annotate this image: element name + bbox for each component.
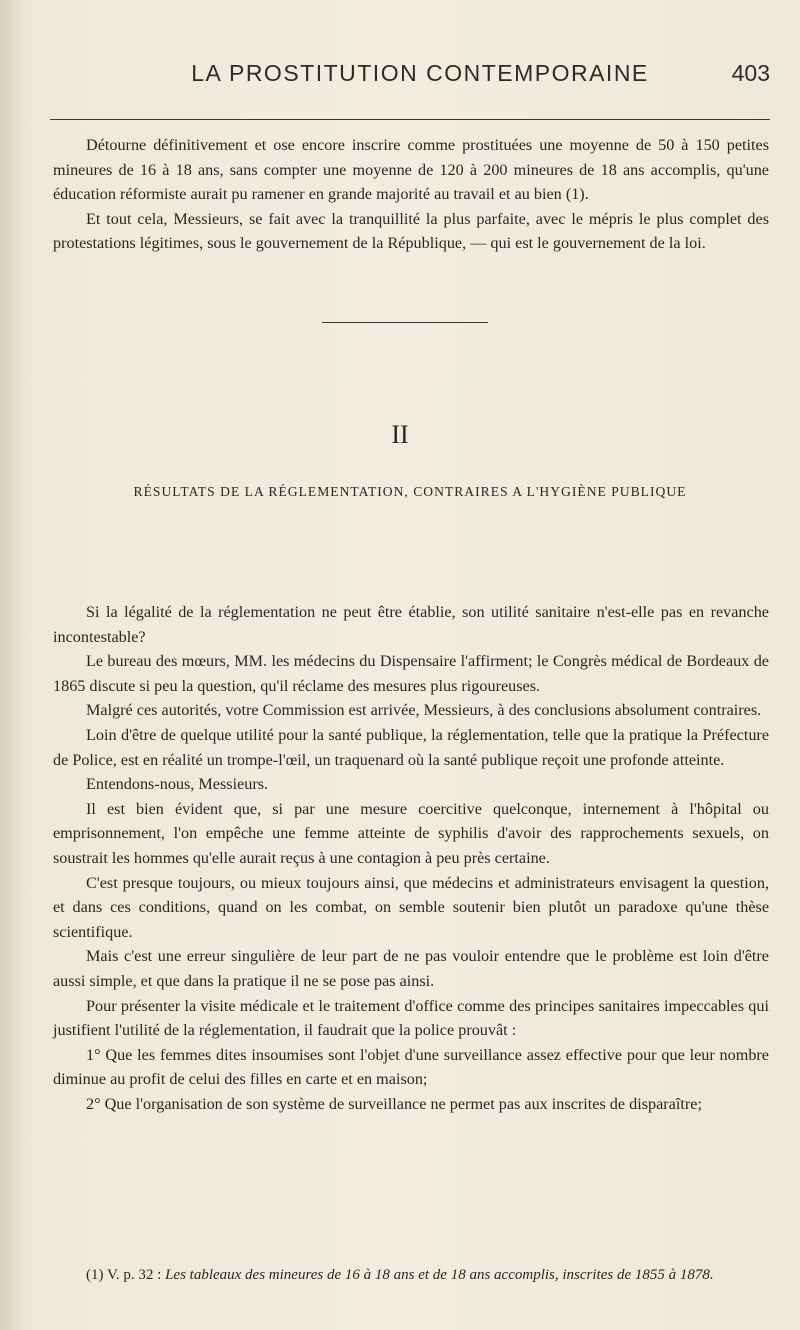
paragraph: Et tout cela, Messieurs, se fait avec la tranquillité la plus parfaite, avec le mépris le plus complet des protestations légitimes, sous le gouvernement de la République, — qui est le gouvernement de la loi. <box>53 209 769 253</box>
paragraph: 1° Que les femmes dites insoumises sont l'objet d'une surveillance assez effective pour que leur nombre diminue au profit de celui des filles en carte et en maison; <box>53 1045 769 1089</box>
page-number: 403 <box>731 60 770 86</box>
paragraph: C'est presque toujours, ou mieux toujours ainsi, que médecins et administrateurs envisagent la question, et dans ces conditions, quand on les combat, on semble soutenir bien plutôt un paradoxe qu'une thèse scientifique. <box>53 873 769 941</box>
paragraph: Malgré ces autorités, votre Commission est arrivée, Messieurs, à des conclusions absolument contraires. <box>86 701 762 720</box>
footnote-marker: (1) <box>86 1267 104 1283</box>
footnote <box>53 1266 769 1285</box>
text-block-main <box>53 600 769 1116</box>
paragraph: Le bureau des mœurs, MM. les médecins du Dispensaire l'affirment; le Congrès médical de Bordeaux de 1865 discute si peu la question, qu'il réclame des mesures plus rigoureuses. <box>53 652 769 695</box>
section-divider <box>322 322 488 323</box>
paragraph: Loin d'être de quelque utilité pour la santé publique, la réglementation, telle que la pratique la Préfecture de Police, est en réalité un trompe-l'œil, un traquenard où la santé publique reçoit une profonde atteinte. <box>53 725 769 769</box>
paragraph: Mais c'est une erreur singulière de leur part de ne pas vouloir entendre que le problème est loin d'être aussi simple, et que dans la pratique il ne se pose pas ainsi. <box>53 947 769 990</box>
paragraph: Il est bien évident que, si par une mesure coercitive quelconque, internement à l'hôpital ou emprisonnement, l'on empêche une femme atteinte de syphilis d'avoir des rapprochements sexuels, on soustrait les hommes qu'elle aurait reçus à une contagion à peu près certaine. <box>53 799 769 867</box>
running-head <box>120 60 770 100</box>
page-gutter-shadow <box>0 0 18 1330</box>
section-title: RÉSULTATS DE LA RÉGLEMENTATION, CONTRAIRES A L'HYGIÈNE PUBLIQUE <box>133 484 687 499</box>
section-number: II <box>391 420 409 449</box>
footnote-title: Les tableaux des mineures de 16 à 18 ans et de 18 ans accomplis, inscrites de 1855 à 1878. <box>165 1267 714 1283</box>
paragraph: Détourne définitivement et ose encore inscrire comme prostituées une moyenne de 50 à 150 petites mineures de 16 à 18 ans, sans compter une moyenne de 120 à 200 mineures de 18 ans accomplis, qu'une éducation réformiste aurait pu ramener en grande majorité au travail et au bien (1). <box>53 136 769 204</box>
paragraph: 2° Que l'organisation de son système de surveillance ne permet pas aux inscrites de disparaître; <box>86 1094 702 1113</box>
text-block-top <box>53 133 769 256</box>
header-rule <box>50 119 770 120</box>
paragraph: Entendons-nous, Messieurs. <box>86 775 269 794</box>
running-title: LA PROSTITUTION CONTEMPORAINE <box>191 60 649 86</box>
paragraph: Pour présenter la visite médicale et le traitement d'office comme des principes sanitaires impeccables qui justifient l'utilité de la réglementation, il faudrait que la police prouvât : <box>53 996 769 1040</box>
paragraph: Si la légalité de la réglementation ne peut être établie, son utilité sanitaire n'est-elle pas en revanche incontestable? <box>53 603 769 646</box>
footnote-reference: V. p. 32 : <box>106 1267 162 1283</box>
